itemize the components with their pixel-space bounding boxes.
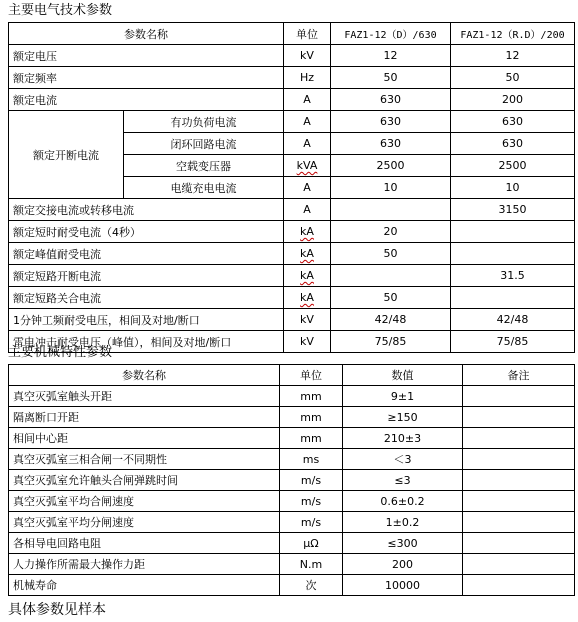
row-note bbox=[463, 407, 575, 428]
row-value-1: 50 bbox=[331, 67, 451, 89]
row-note bbox=[463, 554, 575, 575]
mechanical-title: 主要机械特性参数 bbox=[8, 345, 113, 360]
row-unit bbox=[284, 287, 331, 309]
unit-text: kA bbox=[300, 269, 314, 282]
row-name: 隔离断口开距 bbox=[9, 407, 280, 428]
row-value-2: 3150 bbox=[451, 199, 575, 221]
row-value-1: 50 bbox=[331, 243, 451, 265]
row-name: 真空灭弧室三相合闸一不同期性 bbox=[9, 449, 280, 470]
row-unit: ms bbox=[280, 449, 343, 470]
row-unit bbox=[284, 243, 331, 265]
row-value-2: 50 bbox=[451, 67, 575, 89]
row-value-2: 12 bbox=[451, 45, 575, 67]
header-note: 备注 bbox=[463, 365, 575, 386]
row-unit: kV bbox=[284, 309, 331, 331]
row-name: 真空灭弧室触头开距 bbox=[9, 386, 280, 407]
table-row bbox=[9, 67, 575, 89]
table-row bbox=[9, 89, 575, 111]
row-name: 额定短路关合电流 bbox=[9, 287, 284, 309]
table-row bbox=[9, 533, 575, 554]
row-unit bbox=[284, 265, 331, 287]
row-value-2 bbox=[451, 243, 575, 265]
electrical-title: 主要电气技术参数 bbox=[8, 3, 113, 18]
row-value: 0.6±0.2 bbox=[343, 491, 463, 512]
electrical-params-table bbox=[8, 22, 575, 353]
row-value-1: 10 bbox=[331, 177, 451, 199]
row-note bbox=[463, 386, 575, 407]
row-note bbox=[463, 575, 575, 596]
header-value: 数值 bbox=[343, 365, 463, 386]
row-name: 额定频率 bbox=[9, 67, 284, 89]
row-unit: mm bbox=[280, 386, 343, 407]
row-unit: kV bbox=[284, 45, 331, 67]
header-unit: 单位 bbox=[284, 23, 331, 45]
row-note bbox=[463, 449, 575, 470]
row-value-2: 31.5 bbox=[451, 265, 575, 287]
row-name: 机械寿命 bbox=[9, 575, 280, 596]
row-unit: 次 bbox=[280, 575, 343, 596]
row-name: 各相导电回路电阻 bbox=[9, 533, 280, 554]
row-unit: N.m bbox=[280, 554, 343, 575]
row-name: 额定交接电流或转移电流 bbox=[9, 199, 284, 221]
row-value-2: 2500 bbox=[451, 155, 575, 177]
row-value: ≤3 bbox=[343, 470, 463, 491]
table-row bbox=[9, 199, 575, 221]
table-header-row bbox=[9, 23, 575, 45]
row-unit: Hz bbox=[284, 67, 331, 89]
row-name: 额定峰值耐受电流 bbox=[9, 243, 284, 265]
row-value-1: 2500 bbox=[331, 155, 451, 177]
row-name: 有功负荷电流 bbox=[124, 111, 284, 133]
row-note bbox=[463, 533, 575, 554]
table-row bbox=[9, 309, 575, 331]
table-row bbox=[9, 575, 575, 596]
row-value-2: 630 bbox=[451, 133, 575, 155]
row-value-1: 20 bbox=[331, 221, 451, 243]
row-unit: m/s bbox=[280, 491, 343, 512]
row-unit: kV bbox=[284, 331, 331, 353]
header-model-rd200: FAZ1-12（R.D）/200 bbox=[451, 23, 575, 45]
table-row bbox=[9, 470, 575, 491]
table-row bbox=[9, 491, 575, 512]
header-param-name: 参数名称 bbox=[9, 23, 284, 45]
row-name: 额定短路开断电流 bbox=[9, 265, 284, 287]
row-name: 空载变压器 bbox=[124, 155, 284, 177]
header-unit: 单位 bbox=[280, 365, 343, 386]
row-value: 1±0.2 bbox=[343, 512, 463, 533]
row-unit: A bbox=[284, 177, 331, 199]
row-value-2 bbox=[451, 221, 575, 243]
row-unit: mm bbox=[280, 407, 343, 428]
row-value: ≤300 bbox=[343, 533, 463, 554]
row-value: ≥150 bbox=[343, 407, 463, 428]
row-value: ＜3 bbox=[343, 449, 463, 470]
row-unit: m/s bbox=[280, 470, 343, 491]
row-value-1: 630 bbox=[331, 89, 451, 111]
row-unit: A bbox=[284, 199, 331, 221]
table-row bbox=[9, 265, 575, 287]
row-name: 额定短时耐受电流（4秒） bbox=[9, 221, 284, 243]
unit-text: kA bbox=[300, 225, 314, 238]
row-value-1 bbox=[331, 199, 451, 221]
row-note bbox=[463, 512, 575, 533]
row-name: 1分钟工频耐受电压，相间及对地/断口 bbox=[9, 309, 284, 331]
row-name: 真空灭弧室平均合闸速度 bbox=[9, 491, 280, 512]
row-note bbox=[463, 491, 575, 512]
row-unit: μΩ bbox=[280, 533, 343, 554]
row-name: 额定电流 bbox=[9, 89, 284, 111]
mechanical-params-table bbox=[8, 364, 575, 596]
row-value-2: 630 bbox=[451, 111, 575, 133]
row-unit bbox=[284, 155, 331, 177]
row-value: 200 bbox=[343, 554, 463, 575]
table-row bbox=[9, 287, 575, 309]
row-name: 电缆充电电流 bbox=[124, 177, 284, 199]
table-row bbox=[9, 407, 575, 428]
row-value-1: 42/48 bbox=[331, 309, 451, 331]
row-value: 9±1 bbox=[343, 386, 463, 407]
table-row bbox=[9, 449, 575, 470]
table-row bbox=[9, 386, 575, 407]
row-unit: A bbox=[284, 133, 331, 155]
row-value-1 bbox=[331, 265, 451, 287]
row-note bbox=[463, 428, 575, 449]
table-row bbox=[9, 512, 575, 533]
row-unit: mm bbox=[280, 428, 343, 449]
unit-text: kVA bbox=[296, 159, 318, 172]
header-param-name: 参数名称 bbox=[9, 365, 280, 386]
row-name: 真空灭弧室平均分闸速度 bbox=[9, 512, 280, 533]
row-unit: m/s bbox=[280, 512, 343, 533]
unit-text: kA bbox=[300, 291, 314, 304]
unit-text: kA bbox=[300, 247, 314, 260]
row-value-1: 630 bbox=[331, 111, 451, 133]
row-value-1: 630 bbox=[331, 133, 451, 155]
table-row bbox=[9, 45, 575, 67]
row-value: 10000 bbox=[343, 575, 463, 596]
row-value-2: 10 bbox=[451, 177, 575, 199]
row-unit bbox=[284, 221, 331, 243]
row-name: 雷电冲击耐受电压（峰值），相间及对地/断口 bbox=[9, 331, 284, 353]
row-unit: A bbox=[284, 89, 331, 111]
footer-note: 具体参数见样本 bbox=[8, 602, 106, 618]
row-value: 210±3 bbox=[343, 428, 463, 449]
row-name: 额定电压 bbox=[9, 45, 284, 67]
row-name: 闭环回路电流 bbox=[124, 133, 284, 155]
header-model-d630: FAZ1-12（D）/630 bbox=[331, 23, 451, 45]
row-value-2: 42/48 bbox=[451, 309, 575, 331]
row-name: 真空灭弧室允许触头合闸弹跳时间 bbox=[9, 470, 280, 491]
row-value-1: 50 bbox=[331, 287, 451, 309]
table-row bbox=[9, 111, 575, 133]
row-note bbox=[463, 470, 575, 491]
row-name: 相间中心距 bbox=[9, 428, 280, 449]
table-row bbox=[9, 428, 575, 449]
table-row bbox=[9, 221, 575, 243]
row-name: 人力操作所需最大操作力距 bbox=[9, 554, 280, 575]
row-value-2: 200 bbox=[451, 89, 575, 111]
table-header-row bbox=[9, 365, 575, 386]
row-value-2 bbox=[451, 287, 575, 309]
row-value-1: 75/85 bbox=[331, 331, 451, 353]
table-row bbox=[9, 243, 575, 265]
table-row bbox=[9, 554, 575, 575]
row-value-1: 12 bbox=[331, 45, 451, 67]
row-value-2: 75/85 bbox=[451, 331, 575, 353]
group-label-breaking-current: 额定开断电流 bbox=[9, 111, 124, 199]
row-unit: A bbox=[284, 111, 331, 133]
